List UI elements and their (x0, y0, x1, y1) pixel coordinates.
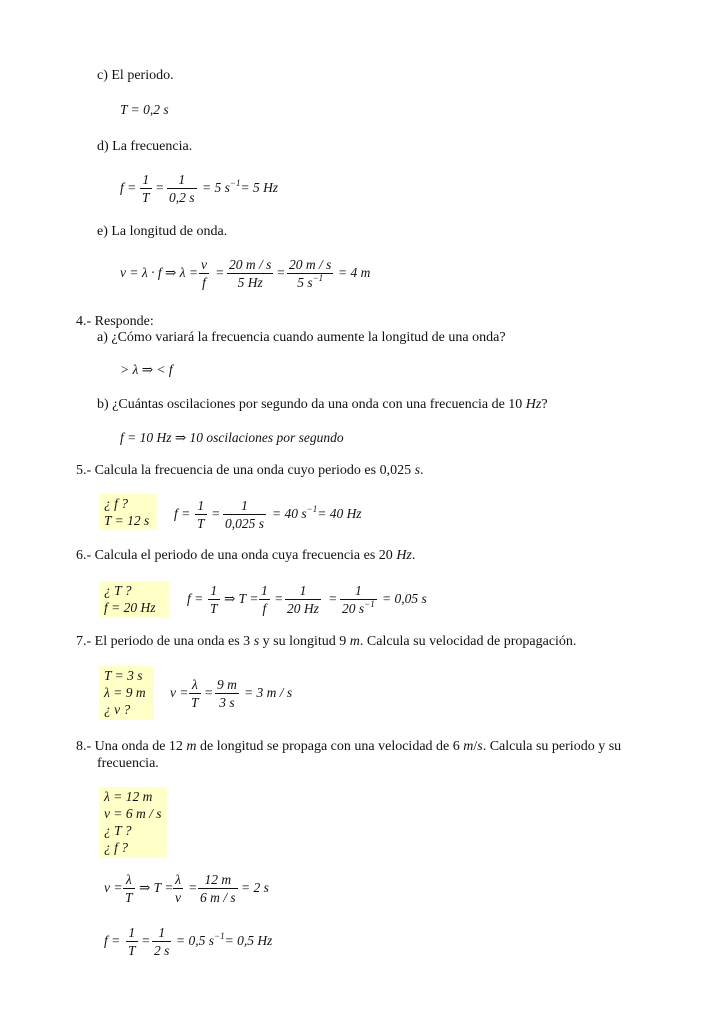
data-given: T = 12 s (104, 513, 150, 528)
eq-rhs: = 0,5 $s^{-1}= 0,5$ Hz (176, 931, 273, 948)
fraction: $\frac{1}{0,025 s}$ (225, 498, 265, 531)
eq-sign: = (156, 180, 164, 195)
fraction: $\frac{1}{T}$ (210, 583, 218, 616)
data-given: λ = 9 m (104, 685, 146, 700)
eq-sign: = (212, 506, 220, 521)
eq-lhs: v = λ · f ⇒ λ = (120, 265, 198, 280)
question-5-heading: 5.- Calcula la frecuencia de una onda cuyo periodo es 0,025 s. (76, 463, 424, 478)
question-4b-label: b) ¿Cuántas oscilaciones por segundo da una onda con una frecuencia de 10 Hz? (97, 397, 548, 412)
fraction: $\frac{1}{T}$ (142, 172, 150, 205)
fraction: $\frac{\lambda}{v}$ (175, 872, 181, 905)
eq-lhs: f = (104, 933, 121, 948)
data-given: T = 3 s (104, 668, 143, 683)
data-unknown: ¿ T ? (104, 823, 132, 838)
eq-rhs: = 2 s (241, 880, 269, 895)
eq-lhs: v = (170, 685, 189, 700)
eq-sign: = (142, 933, 150, 948)
eq-lhs: f = (187, 591, 204, 606)
question-4a-label: a) ¿Cómo variará la frecuencia cuando aumente la longitud de una onda? (97, 330, 506, 345)
fraction: $\frac{1}{T}$ (128, 925, 136, 958)
eq-rhs: = 40 $s^{-1}= 40$ Hz (272, 504, 362, 521)
data-unknown: ¿ f ? (104, 840, 129, 855)
fraction: $\frac{1}{0,2 s}$ (169, 172, 195, 205)
eq-lhs: v = (104, 880, 123, 895)
question-6-heading: 6.- Calcula el periodo de una onda cuya frecuencia es 20 Hz. (76, 548, 416, 563)
item-c-label: c) El periodo. (97, 68, 174, 83)
eq-implies: ⇒ T = (139, 880, 174, 895)
question-4b-equation: f = 10 Hz ⇒ 10 oscilaciones por segundo (120, 430, 344, 445)
data-given: v = 6 m / s (104, 806, 162, 821)
fraction: $\frac{20 m / s}{5 s^{-1}}$ (289, 257, 332, 290)
eq-implies: ⇒ T = (224, 591, 259, 606)
fraction: $\frac{1}{2 s}$ (154, 925, 170, 958)
question-7-heading: 7.- El periodo de una onda es 3 s y su longitud 9 m. Calcula su velocidad de propagación. (76, 634, 577, 649)
data-given: f = 20 Hz (104, 600, 156, 615)
eq-sign: = (277, 265, 285, 280)
item-c-equation: T = 0,2 s (120, 102, 169, 117)
eq-sign: = (275, 591, 283, 606)
data-unknown: ¿ f ? (104, 496, 129, 511)
fraction: $\frac{1}{T}$ (197, 498, 205, 531)
eq-rhs: = 3 m / s (244, 685, 293, 700)
question-4-heading: 4.- Responde: (76, 314, 154, 329)
fraction: $\frac{1}{20 Hz}$ (287, 583, 319, 616)
fraction: $\frac{\lambda}{T}$ (125, 872, 133, 905)
fraction: $\frac{1}{20 s^{-1}}$ (342, 583, 375, 616)
fraction: $\frac{9 m}{3 s}$ (217, 677, 237, 710)
eq-rhs: = 0,05 s (382, 591, 427, 606)
question-8-heading-cont: frecuencia. (97, 756, 159, 771)
question-8-heading: 8.- Una onda de 12 m de longitud se propaga con una velocidad de 6 m/s. Calcula su periodo y su (76, 739, 622, 754)
eq-sign: = (216, 265, 224, 280)
question-4a-equation: > λ ⇒ < f (120, 362, 173, 377)
fraction: $\frac{20 m / s}{5 Hz}$ (229, 257, 272, 290)
item-e-label: e) La longitud de onda. (97, 224, 228, 239)
eq-sign: = (329, 591, 337, 606)
eq-sign: = (189, 880, 197, 895)
data-unknown: ¿ T ? (104, 583, 132, 598)
fraction: $\frac{12 m}{6 m / s}$ (200, 872, 236, 905)
fraction: $\frac{v}{f}$ (201, 257, 207, 290)
fraction: $\frac{1}{f}$ (261, 583, 268, 616)
eq-lhs: f = (174, 506, 191, 521)
eq-lhs: f = (120, 180, 137, 195)
fraction: $\frac{\lambda}{T}$ (191, 677, 199, 710)
data-unknown: ¿ v ? (104, 702, 131, 717)
eq-sign: = (205, 685, 213, 700)
eq-rhs: = 4 m (338, 265, 371, 280)
data-given: λ = 12 m (104, 789, 153, 804)
eq-rhs: = 5 $s^{-1}= 5$ Hz (202, 178, 279, 195)
item-d-label: d) La frecuencia. (97, 139, 193, 154)
